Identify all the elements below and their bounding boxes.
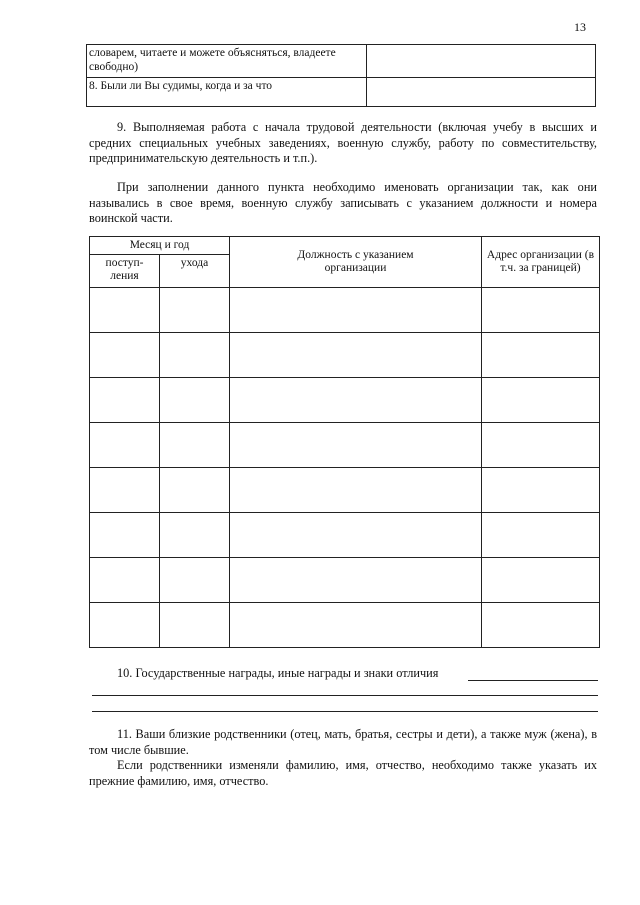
address-cell[interactable] (482, 333, 600, 378)
position-cell[interactable] (230, 423, 482, 468)
end-date-cell[interactable] (160, 603, 230, 648)
position-cell[interactable] (230, 603, 482, 648)
awards-field-line-2[interactable] (92, 695, 598, 696)
section-9-title (89, 120, 597, 167)
position-cell[interactable] (230, 513, 482, 558)
section-9-note (89, 180, 597, 227)
end-date-cell[interactable] (160, 333, 230, 378)
header-position: Должность с указанием организации (230, 237, 482, 288)
section-9-title-text: 9. Выполняемая работа с начала трудовой деятельности (включая учебу в высших и средних специальных учебных заведениях, военную службу, работу по совместительству, предпринимательскую деятельность и т.п.). (89, 120, 597, 165)
address-cell[interactable] (482, 558, 600, 603)
header-end: ухода (160, 255, 230, 288)
table-row (90, 513, 600, 558)
end-date-cell[interactable] (160, 423, 230, 468)
start-date-cell[interactable] (90, 378, 160, 423)
end-date-cell[interactable] (160, 558, 230, 603)
section-9-note-text: При заполнении данного пункта необходимо именовать организации так, как они назывались в свое время, военную службу записывать с указанием должности и номера воинской части. (89, 180, 597, 225)
table-row (90, 378, 600, 423)
table-row (87, 78, 596, 107)
table-row (90, 333, 600, 378)
address-cell[interactable] (482, 513, 600, 558)
start-date-cell[interactable] (90, 333, 160, 378)
position-cell[interactable] (230, 378, 482, 423)
end-date-cell[interactable] (160, 288, 230, 333)
address-cell[interactable] (482, 423, 600, 468)
personal-info-table (86, 44, 596, 107)
table-row (90, 468, 600, 513)
awards-field-line-1[interactable] (468, 680, 598, 681)
answer-languages-field[interactable] (367, 45, 596, 78)
section-11-note-text: Если родственники изменяли фамилию, имя, отчество, необходимо также указать их прежние фамилию, имя, отчество. (89, 758, 597, 788)
section-11-text: 11. Ваши близкие родственники (отец, мать, братья, сестры и дети), а также муж (жена), в том числе бывшие. (89, 727, 597, 757)
start-date-cell[interactable] (90, 558, 160, 603)
answer-convictions-field[interactable] (367, 78, 596, 107)
end-date-cell[interactable] (160, 513, 230, 558)
header-address: Адрес организации (в т.ч. за границей) (482, 237, 600, 288)
work-history-table (89, 236, 600, 648)
table-row (90, 288, 600, 333)
section-11 (89, 727, 597, 758)
start-date-cell[interactable] (90, 468, 160, 513)
question-convictions: 8. Были ли Вы судимы, когда и за что (87, 78, 367, 107)
position-cell[interactable] (230, 333, 482, 378)
address-cell[interactable] (482, 468, 600, 513)
position-cell[interactable] (230, 468, 482, 513)
address-cell[interactable] (482, 603, 600, 648)
section-10-text: 10. Государственные награды, иные награды и знаки отличия (117, 666, 439, 680)
position-cell[interactable] (230, 558, 482, 603)
start-date-cell[interactable] (90, 513, 160, 558)
start-date-cell[interactable] (90, 603, 160, 648)
table-row (90, 558, 600, 603)
awards-field-line-3[interactable] (92, 711, 598, 712)
position-cell[interactable] (230, 288, 482, 333)
question-languages: словарем, читаете и можете объясняться, владеете свободно) (87, 45, 367, 78)
header-month-year: Месяц и год (90, 237, 230, 255)
header-start: поступ- ления (90, 255, 160, 288)
table-row (90, 603, 600, 648)
table-row (90, 423, 600, 468)
table-row (87, 45, 596, 78)
end-date-cell[interactable] (160, 468, 230, 513)
start-date-cell[interactable] (90, 288, 160, 333)
address-cell[interactable] (482, 288, 600, 333)
end-date-cell[interactable] (160, 378, 230, 423)
page-number: 13 (574, 20, 586, 34)
section-11-note (89, 758, 597, 789)
address-cell[interactable] (482, 378, 600, 423)
start-date-cell[interactable] (90, 423, 160, 468)
